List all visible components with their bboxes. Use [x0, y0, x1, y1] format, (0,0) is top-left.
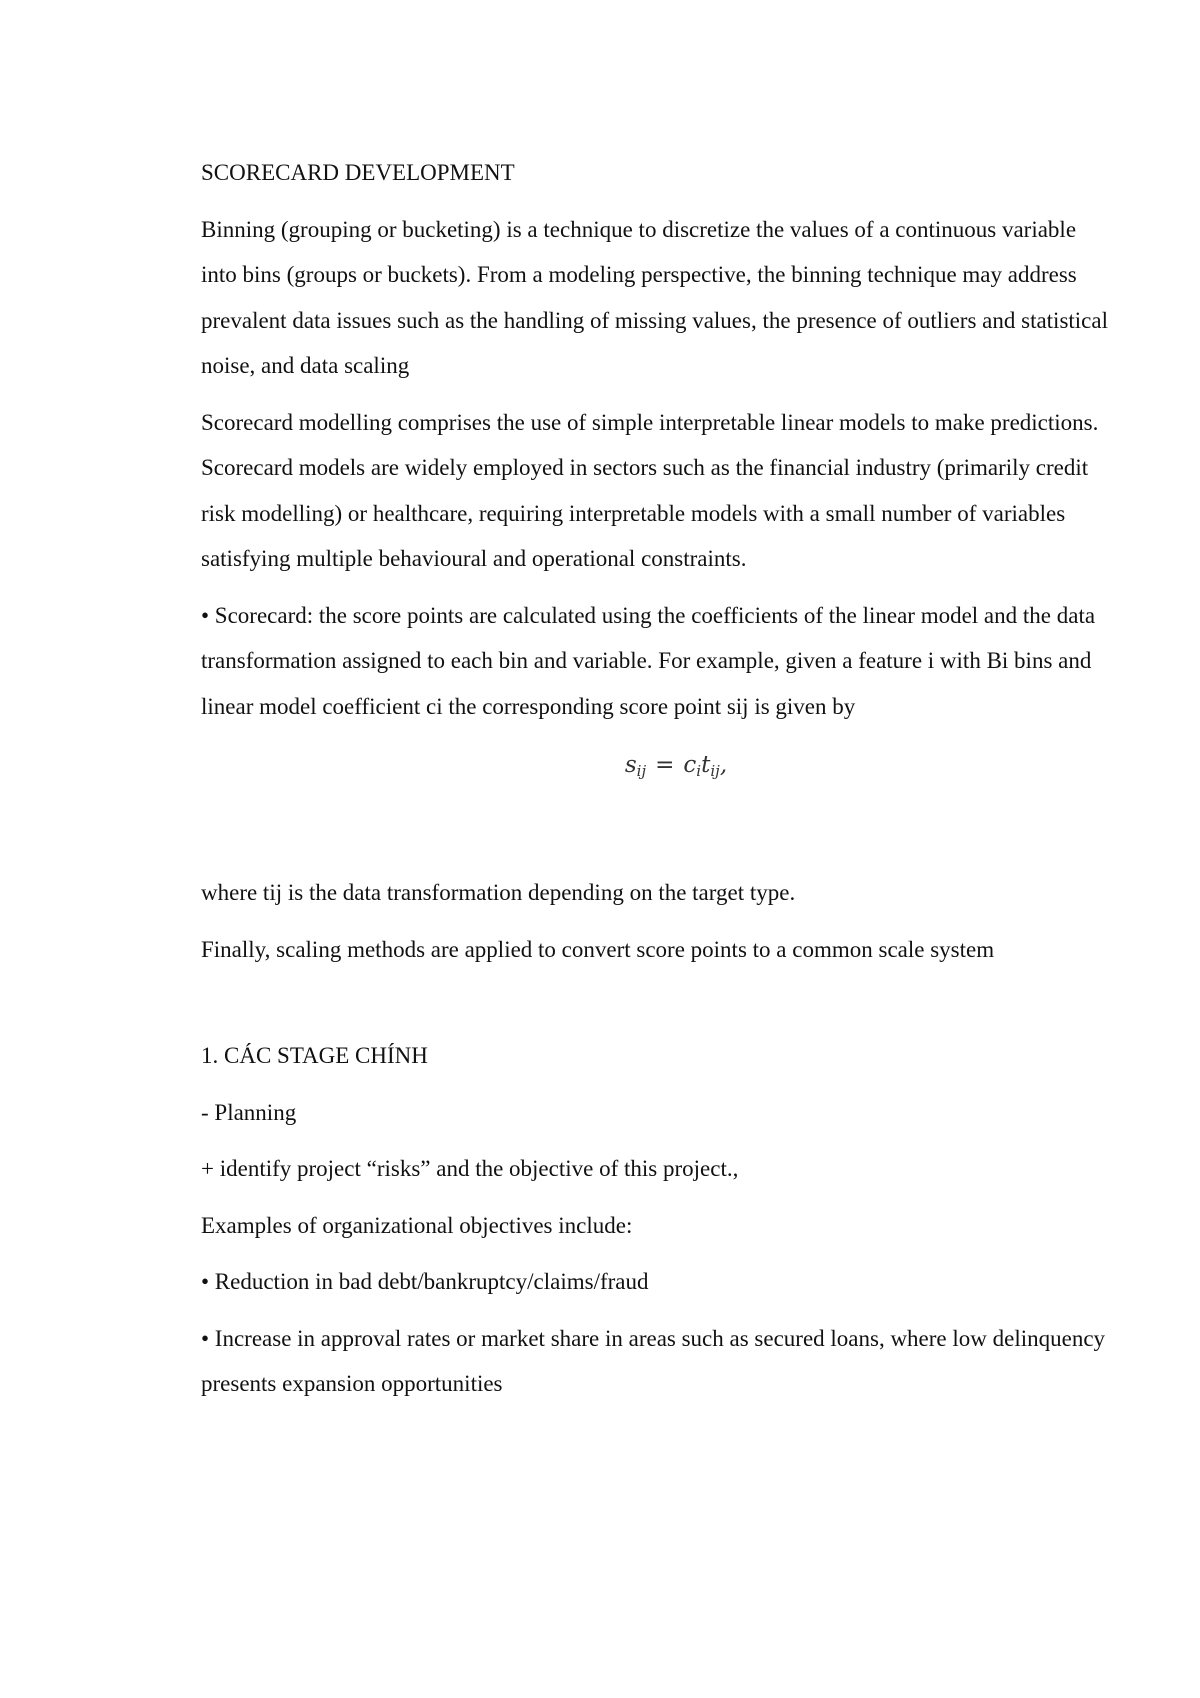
paragraph-scorecard-modelling: Scorecard modelling comprises the use of simple interpretable linear models to make predictions. Scorecard models are widely employed in sectors such as the financial industry (primarily credit risk modelling) or healthcare, requiring interpretable models with a small number of variables satisfying multiple behavioural and operational constraints. [201, 409, 1099, 571]
section-gap [201, 983, 1111, 1033]
line-increase: • Increase in approval rates or market share in areas such as secured loans, where low delinquency presents expansion opportunities [201, 1325, 1106, 1396]
paragraph-transformation: where tij is the data transformation depending on the target type. [201, 880, 796, 905]
paragraph-scaling: Finally, scaling methods are applied to convert score points to a common scale system [201, 936, 995, 962]
formula-t: t [701, 752, 711, 778]
document-body [201, 150, 1111, 1418]
formula-s: s [624, 752, 637, 778]
line-examples: Examples of organizational objectives include: [201, 1212, 633, 1238]
document-title: SCORECARD DEVELOPMENT [201, 160, 515, 185]
score-point-formula [201, 740, 1111, 790]
section-heading: 1. CÁC STAGE CHÍNH [201, 1043, 428, 1068]
formula-c: c [683, 752, 697, 778]
formula-equals: = [655, 752, 675, 778]
formula-tail: , [719, 752, 728, 778]
formula-s-subscript: ij [636, 762, 647, 780]
formula-c-subscript: i [696, 762, 702, 780]
line-planning: - Planning [201, 1099, 297, 1125]
line-reduction: • Reduction in bad debt/bankruptcy/claims/fraud [201, 1269, 649, 1294]
formula-t-subscript: ij [710, 762, 720, 780]
line-identify-risks: + identify project “risks” and the objective of this project., [201, 1156, 739, 1181]
paragraph-binning: Binning (grouping or bucketing) is a technique to discretize the values of a continuous variable into bins (groups or buckets). From a modeling perspective, the binning technique may address prevalent data issues such as the handling of missing values, the presence of outliers and statistical noise, and data scaling [201, 216, 1108, 378]
paragraph-score-points: • Scorecard: the score points are calculated using the coefficients of the linear model and the data transformation assigned to each bin and variable. For example, given a feature i with Bi bins and linear model coefficient ci the corresponding score point sij is given by [201, 602, 1096, 719]
